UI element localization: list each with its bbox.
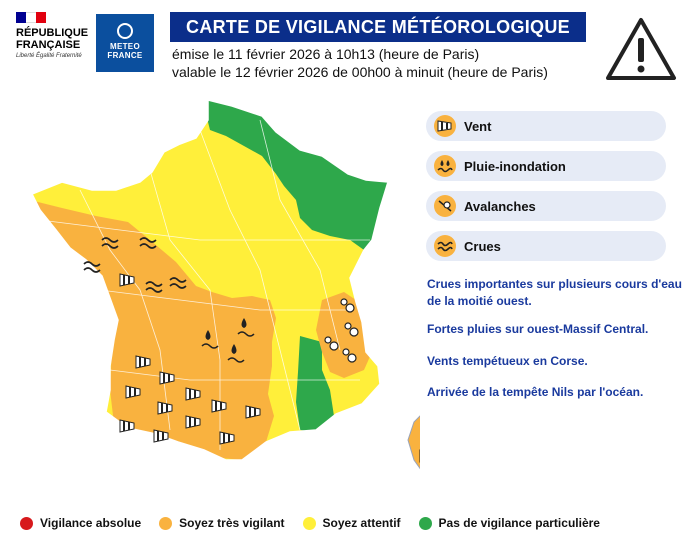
phenomenon-avalanche bbox=[426, 191, 666, 221]
note-wind-corsica: Vents tempétueux en Corse. bbox=[427, 354, 588, 368]
level-label: Soyez attentif bbox=[322, 516, 401, 530]
phenomenon-rain-flood bbox=[426, 151, 666, 181]
note-floods: Crues importantes sur plusieurs cours d'eau de la moitié ouest. bbox=[427, 277, 682, 308]
phenomenon-label: Avalanches bbox=[464, 198, 536, 214]
issued-date: émise le 11 février 2026 à 10h13 (heure de Paris) bbox=[172, 46, 480, 62]
level-attentive bbox=[303, 516, 401, 530]
mf-logo-text: METEO FRANCE bbox=[107, 42, 143, 60]
level-label: Soyez très vigilant bbox=[179, 516, 285, 530]
wind-icon bbox=[434, 115, 456, 137]
avalanche-icon bbox=[434, 195, 456, 217]
vigilance-levels-legend bbox=[20, 514, 618, 532]
level-label: Vigilance absolue bbox=[40, 516, 142, 530]
flood-icon bbox=[434, 235, 456, 257]
level-label: Pas de vigilance particulière bbox=[438, 516, 600, 530]
rain-flood-icon bbox=[434, 155, 456, 177]
french-flag-icon bbox=[16, 12, 46, 23]
vigilance-map bbox=[0, 90, 420, 500]
note-storm-nils: Arrivée de la tempête Nils par l'océan. bbox=[427, 385, 644, 399]
phenomenon-wind bbox=[426, 111, 666, 141]
meteo-france-logo bbox=[96, 14, 154, 72]
validity-period: valable le 12 février 2026 de 00h00 à minuit (heure de Paris) bbox=[172, 64, 548, 80]
level-very-vigilant bbox=[159, 516, 284, 530]
orange-dot-icon bbox=[159, 517, 172, 530]
red-dot-icon bbox=[20, 517, 33, 530]
note-rain: Fortes pluies sur ouest-Massif Central. bbox=[427, 322, 649, 336]
rf-logo-motto: Liberté Égalité Fraternité bbox=[16, 53, 82, 59]
rf-logo-title: RÉPUBLIQUE FRANÇAISE bbox=[16, 27, 89, 51]
yellow-dot-icon bbox=[303, 517, 316, 530]
phenomenon-label: Pluie-inondation bbox=[464, 158, 566, 174]
corsica bbox=[408, 410, 420, 474]
phenomenon-label: Vent bbox=[464, 118, 492, 134]
warning-triangle-icon bbox=[604, 16, 678, 82]
republique-francaise-logo bbox=[16, 12, 89, 78]
green-dot-icon bbox=[419, 517, 432, 530]
meteo-france-mark-icon bbox=[117, 23, 133, 39]
phenomenon-label: Crues bbox=[464, 238, 501, 254]
phenomenon-flood bbox=[426, 231, 666, 261]
level-absolute bbox=[20, 516, 141, 530]
page-title: CARTE DE VIGILANCE MÉTÉOROLOGIQUE bbox=[170, 12, 586, 42]
level-none bbox=[419, 516, 600, 530]
